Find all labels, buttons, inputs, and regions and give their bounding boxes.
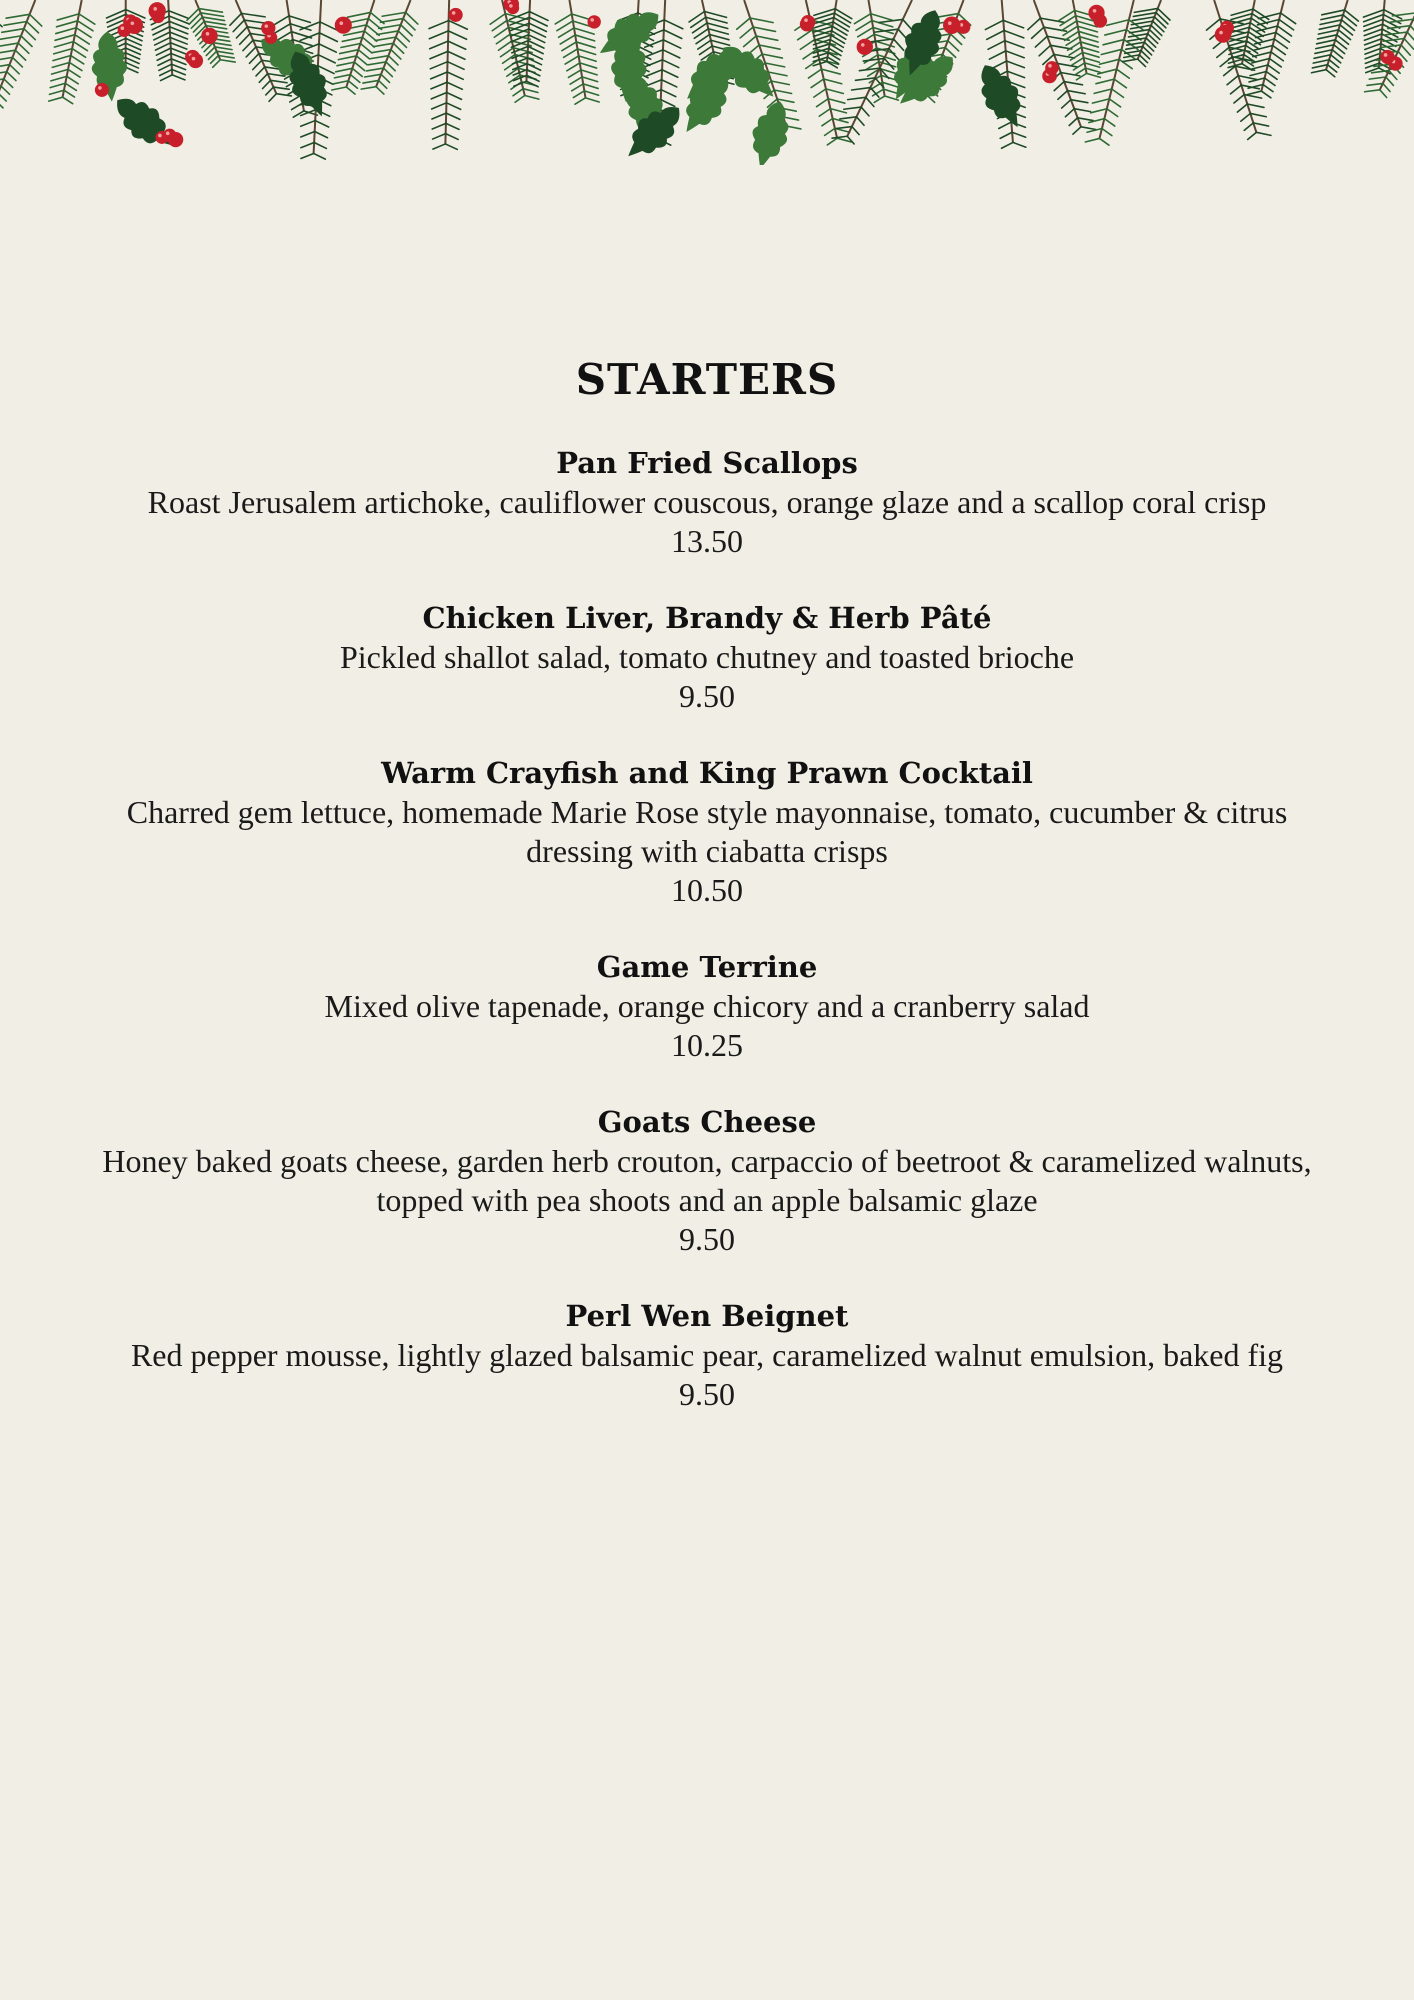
- menu-item-perl-wen-beignet: [90, 1297, 1324, 1414]
- item-price: 9.50: [679, 678, 735, 714]
- item-price: 10.50: [671, 872, 743, 908]
- item-description: Red pepper mousse, lightly glazed balsamic pear, caramelized walnut emulsion, baked fig: [130, 1337, 1284, 1373]
- item-description: Mixed olive tapenade, orange chicory and a cranberry salad: [324, 988, 1090, 1024]
- section-title: STARTERS: [575, 355, 839, 404]
- item-price: 9.50: [679, 1221, 735, 1257]
- item-description: topped with pea shoots and an apple balsamic glaze: [376, 1182, 1038, 1218]
- menu-item-pan-fried-scallops: [90, 444, 1324, 561]
- item-description: Pickled shallot salad, tomato chutney and toasted brioche: [339, 639, 1075, 675]
- item-price: 9.50: [679, 1376, 735, 1412]
- item-name: Game Terrine: [596, 950, 818, 984]
- item-name: Perl Wen Beignet: [565, 1299, 849, 1333]
- menu-item-goats-cheese: [90, 1103, 1324, 1259]
- item-price: 10.25: [671, 1027, 743, 1063]
- item-name: Warm Crayfish and King Prawn Cocktail: [381, 756, 1033, 790]
- item-price: 13.50: [671, 523, 743, 559]
- item-description: Honey baked goats cheese, garden herb crouton, carpaccio of beetroot & caramelized walnuts,: [102, 1143, 1312, 1179]
- menu-item-crayfish-prawn-cocktail: [90, 754, 1324, 910]
- item-description: Charred gem lettuce, homemade Marie Rose style mayonnaise, tomato, cucumber & citrus: [126, 794, 1288, 830]
- item-name: Goats Cheese: [597, 1105, 817, 1139]
- item-name: Chicken Liver, Brandy & Herb Pâté: [422, 601, 992, 635]
- item-description: Roast Jerusalem artichoke, cauliflower couscous, orange glaze and a scallop coral crisp: [147, 484, 1267, 520]
- menu-item-chicken-liver-pate: [90, 599, 1324, 716]
- christmas-garland-icon: [0, 0, 1414, 165]
- item-description: dressing with ciabatta crisps: [526, 833, 888, 869]
- item-name: Pan Fried Scallops: [556, 446, 858, 480]
- menu-item-game-terrine: [90, 948, 1324, 1065]
- menu: [90, 352, 1324, 1452]
